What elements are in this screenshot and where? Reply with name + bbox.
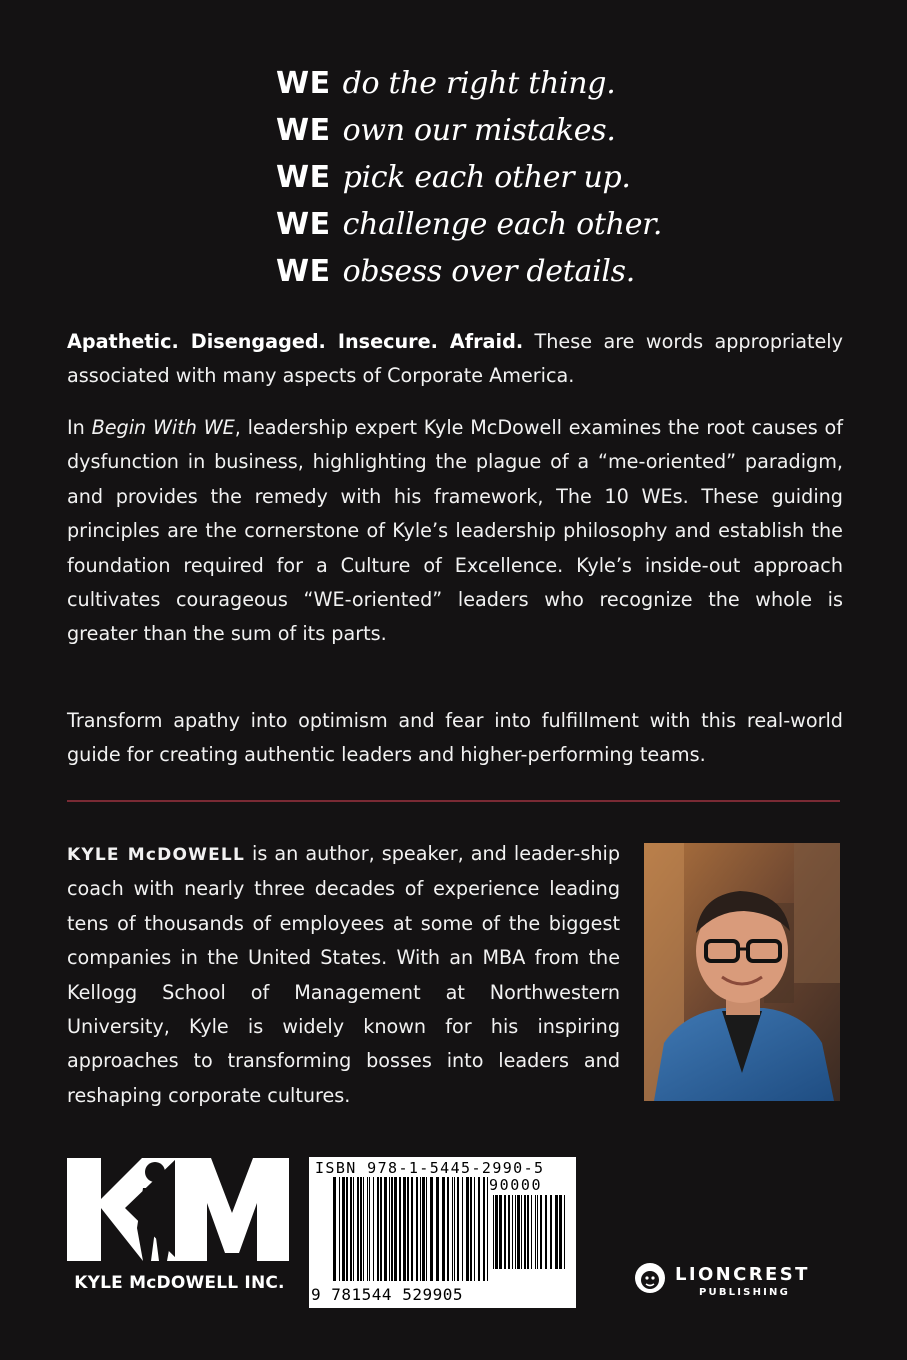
barcode-bar <box>535 1195 536 1269</box>
we-statement <box>276 107 876 154</box>
barcode-bar <box>504 1195 506 1269</box>
barcode-bar <box>495 1195 498 1269</box>
barcode-bar <box>470 1177 472 1281</box>
we-phrase: do the right thing. <box>342 66 616 101</box>
author-photo <box>644 843 840 1101</box>
we-phrase: own our mistakes. <box>342 113 616 148</box>
km-logo-caption: KYLE McDOWELL INC. <box>74 1273 285 1293</box>
we-statement <box>276 60 876 107</box>
barcode-bar <box>447 1177 449 1281</box>
we-word: WE <box>276 113 331 148</box>
barcode-bars <box>333 1177 498 1287</box>
we-statements <box>276 60 876 295</box>
description-paragraph-1 <box>67 325 843 394</box>
barcode-bar <box>350 1177 352 1281</box>
barcode-bar <box>531 1195 532 1269</box>
we-statement <box>276 154 876 201</box>
barcode-bar <box>380 1177 382 1281</box>
barcode-bar <box>527 1195 529 1269</box>
barcode-bar <box>422 1177 425 1281</box>
barcode-bar <box>416 1177 418 1281</box>
barcode-bar <box>508 1195 510 1269</box>
we-phrase: pick each other up. <box>342 160 631 195</box>
description-paragraph-3 <box>67 704 843 773</box>
barcode-bar <box>363 1177 364 1281</box>
author-bio <box>67 837 620 1113</box>
barcode-bar <box>369 1177 370 1281</box>
description-body: , leadership expert Kyle McDowell examines the root causes of dysfunction in business, highlighting the plague of a “me-oriented” paradigm, and provides the remedy with his framework, The 10 WEs. These guiding principles are the cornerstone of Kyle’s leadership philosophy and establish the foundation required for a Culture of Excellence. Kyle’s inside-out approach cultivates courageous “WE-oriented” leaders who recognize the whole is greater than the sum of its parts. <box>67 416 844 646</box>
barcode-bar <box>564 1195 565 1269</box>
barcode-bar <box>377 1177 379 1281</box>
barcode-bar <box>454 1177 455 1281</box>
we-word: WE <box>276 207 331 242</box>
we-phrase: challenge each other. <box>342 207 663 242</box>
barcode-bar <box>430 1177 433 1281</box>
barcode-bar <box>559 1195 562 1269</box>
barcode-bar <box>545 1195 547 1269</box>
barcode-bar <box>384 1177 387 1281</box>
barcode-bar <box>517 1195 520 1269</box>
barcode-bar <box>394 1177 397 1281</box>
barcode-bar <box>333 1177 336 1281</box>
barcode-bar <box>436 1177 439 1281</box>
barcode-bar <box>367 1177 368 1281</box>
we-word: WE <box>276 66 331 101</box>
barcode-bar <box>346 1177 348 1281</box>
barcode-bar <box>478 1177 480 1281</box>
barcode-bar <box>411 1177 413 1281</box>
isbn-barcode <box>309 1157 576 1308</box>
barcode-bar <box>452 1177 453 1281</box>
barcode-bar <box>403 1177 406 1281</box>
we-statement <box>276 201 876 248</box>
barcode-bar <box>550 1195 552 1269</box>
barcode-bar <box>521 1195 522 1269</box>
author-portrait-image <box>644 843 840 1101</box>
barcode-bar <box>420 1177 421 1281</box>
description-lead-rest: These are words appropriately associated with many aspects of Corporate America. <box>67 330 843 388</box>
book-title: Begin With WE <box>91 416 235 439</box>
description-closing: Transform apathy into optimism and fear into fulfillment with this real-world guide for creating authentic leaders and higher-performing teams. <box>67 709 843 767</box>
barcode-bar <box>342 1177 345 1281</box>
price-code: 90000 <box>489 1176 543 1194</box>
barcode-bar <box>493 1195 494 1269</box>
barcode-bar <box>389 1177 390 1281</box>
barcode-bar <box>483 1177 485 1281</box>
publisher-name: LIONCREST <box>675 1264 810 1285</box>
barcode-bar <box>399 1177 401 1281</box>
author-name: KYLE McDOWELL <box>67 845 245 865</box>
barcode-bar <box>426 1177 427 1281</box>
barcode-bar <box>357 1177 359 1281</box>
price-barcode-bars <box>493 1195 569 1271</box>
publisher-subtitle: PUBLISHING <box>699 1287 791 1298</box>
barcode-bar <box>540 1195 542 1269</box>
barcode-bar <box>353 1177 354 1281</box>
barcode-bar <box>339 1177 340 1281</box>
barcode-bar <box>524 1195 526 1269</box>
barcode-bar <box>474 1177 475 1281</box>
barcode-bar <box>457 1177 459 1281</box>
barcode-bar <box>391 1177 393 1281</box>
description-intro: In <box>67 416 92 439</box>
we-word: WE <box>276 254 331 289</box>
barcode-bar <box>537 1195 538 1269</box>
author-bio-text: is an author, speaker, and leader-ship coach with nearly three decades of experience leading tens of thousands of employees at some of the biggest companies in the United States. With an MBA from the Kellogg School of Management at Northwestern University, Kyle is widely known for his inspiring approaches to transforming bosses into leaders and reshaping corporate cultures. <box>67 842 620 1107</box>
barcode-bar <box>555 1195 558 1269</box>
barcode-bar <box>499 1195 502 1269</box>
we-phrase: obsess over details. <box>342 254 635 289</box>
we-statement <box>276 248 876 295</box>
section-divider <box>67 800 840 802</box>
ean-digits: 9 781544 529905 <box>311 1285 463 1304</box>
barcode-bar <box>407 1177 409 1281</box>
barcode-bar <box>462 1177 463 1281</box>
barcode-bar <box>360 1177 362 1281</box>
description-paragraph-2 <box>67 411 843 652</box>
barcode-bar <box>512 1195 513 1269</box>
we-word: WE <box>276 160 331 195</box>
barcode-bar <box>515 1195 516 1269</box>
barcode-bar <box>487 1177 488 1281</box>
isbn-number: ISBN 978-1-5445-2990-5 <box>315 1159 545 1177</box>
description-lead: Apathetic. Disengaged. Insecure. Afraid. <box>67 330 524 353</box>
barcode-bar <box>373 1177 374 1281</box>
barcode-bar <box>442 1177 445 1281</box>
barcode-bar <box>466 1177 469 1281</box>
